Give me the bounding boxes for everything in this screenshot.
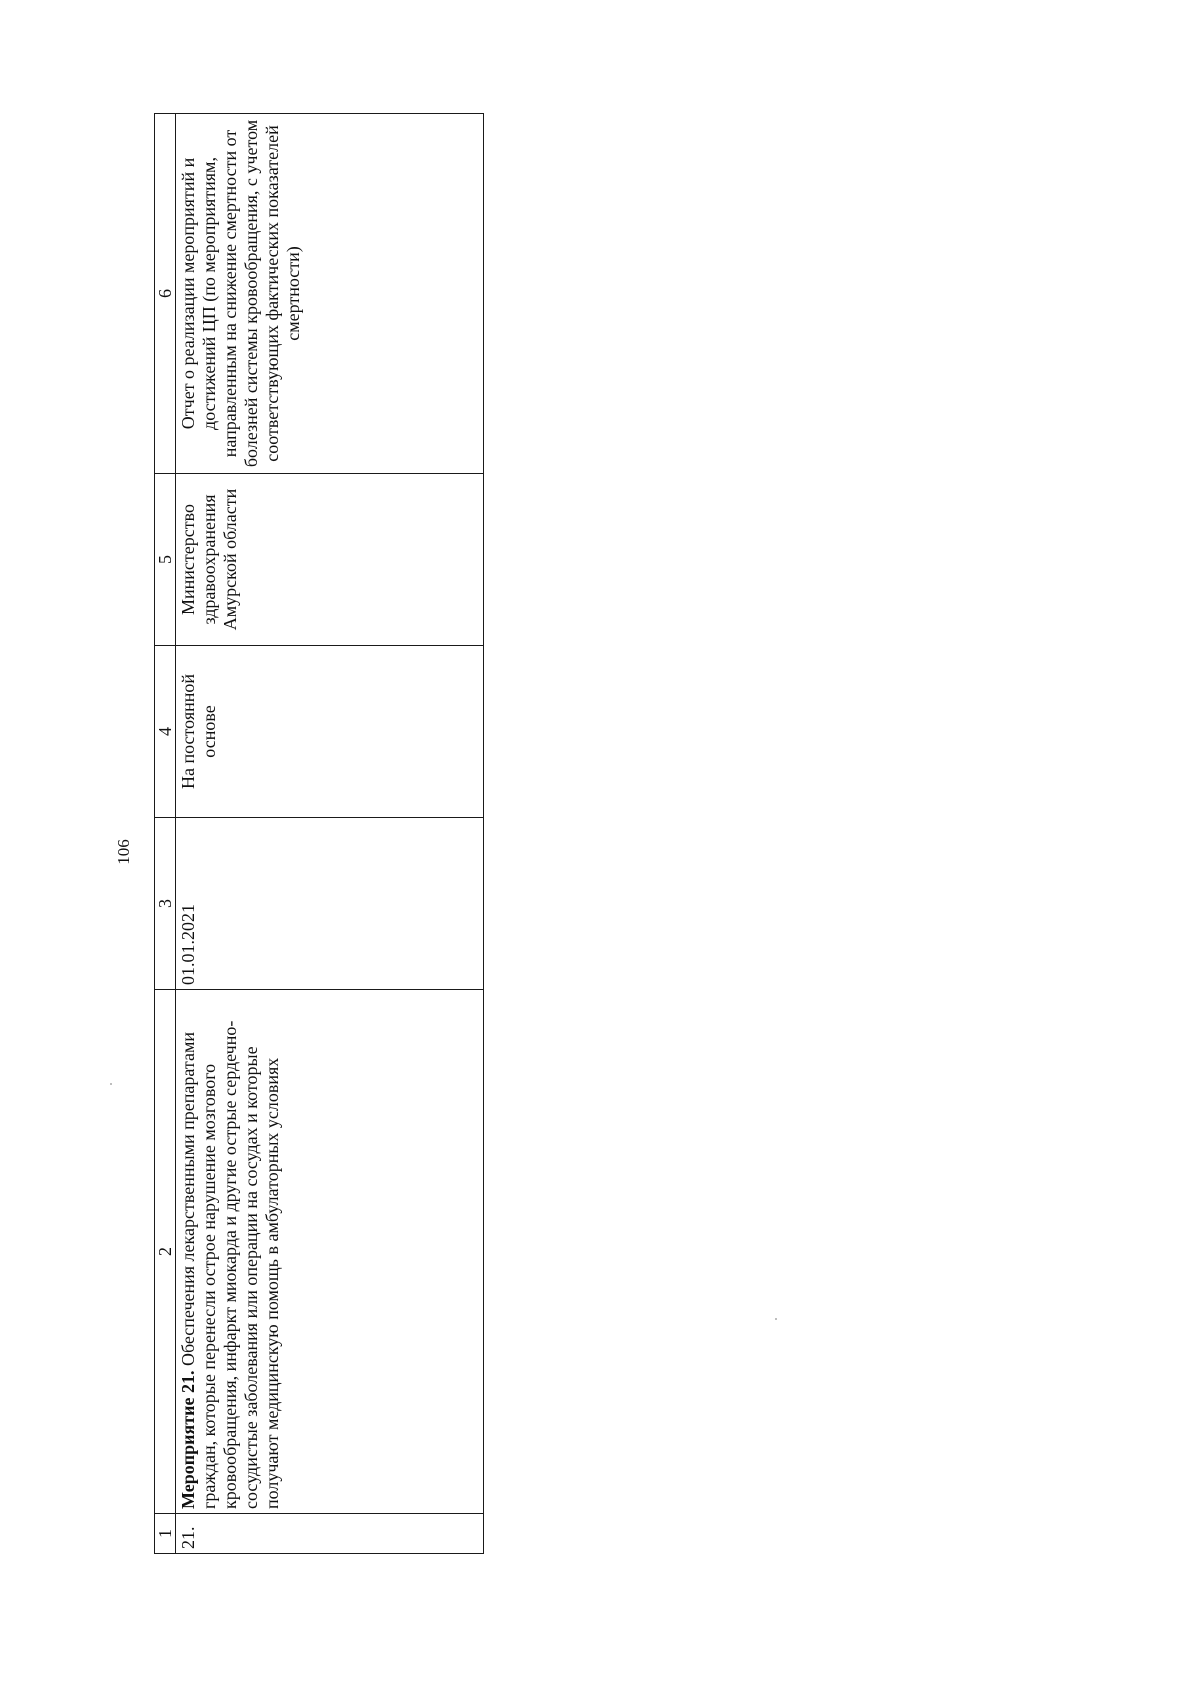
- measure-text: Обеспечения лекарственными препаратами граждан, которые перенесли острое нарушение мозгового кровообращения, инфаркт миокарда и другие острые сердечно-сосудистые заболевания или операции на сосудах и которые получают медицинскую помощь в амбулаторных условиях: [178, 1020, 282, 1509]
- measure-title: Мероприятие 21.: [178, 1370, 198, 1509]
- table-header-row: [155, 114, 176, 1554]
- scan-speck: [110, 1083, 112, 1085]
- header-cell: 2: [155, 990, 176, 1514]
- table-row: [176, 114, 484, 1554]
- header-cell: 3: [155, 818, 176, 990]
- measures-table-container: [154, 114, 484, 1554]
- header-cell: 6: [155, 114, 176, 474]
- measures-table: [154, 113, 484, 1554]
- header-cell: 4: [155, 646, 176, 818]
- result-cell: Отчет о реализации мероприятий и достижений ЦП (по мероприятиям, направленным на снижение смертности от болезней системы кровообращения, с учетом соответствующих фактических показателей смертности): [176, 114, 484, 474]
- header-cell: 1: [155, 1514, 176, 1554]
- start-date-cell: 01.01.2021: [176, 818, 484, 990]
- responsible-cell: Министерство здравоохранения Амурской области: [176, 474, 484, 646]
- measure-description-cell: [176, 990, 484, 1514]
- header-cell: 5: [155, 474, 176, 646]
- page-number: 106: [114, 839, 133, 865]
- scan-speck: [775, 1318, 777, 1320]
- row-number-cell: 21.: [176, 1514, 484, 1554]
- period-cell: На постоянной основе: [176, 646, 484, 818]
